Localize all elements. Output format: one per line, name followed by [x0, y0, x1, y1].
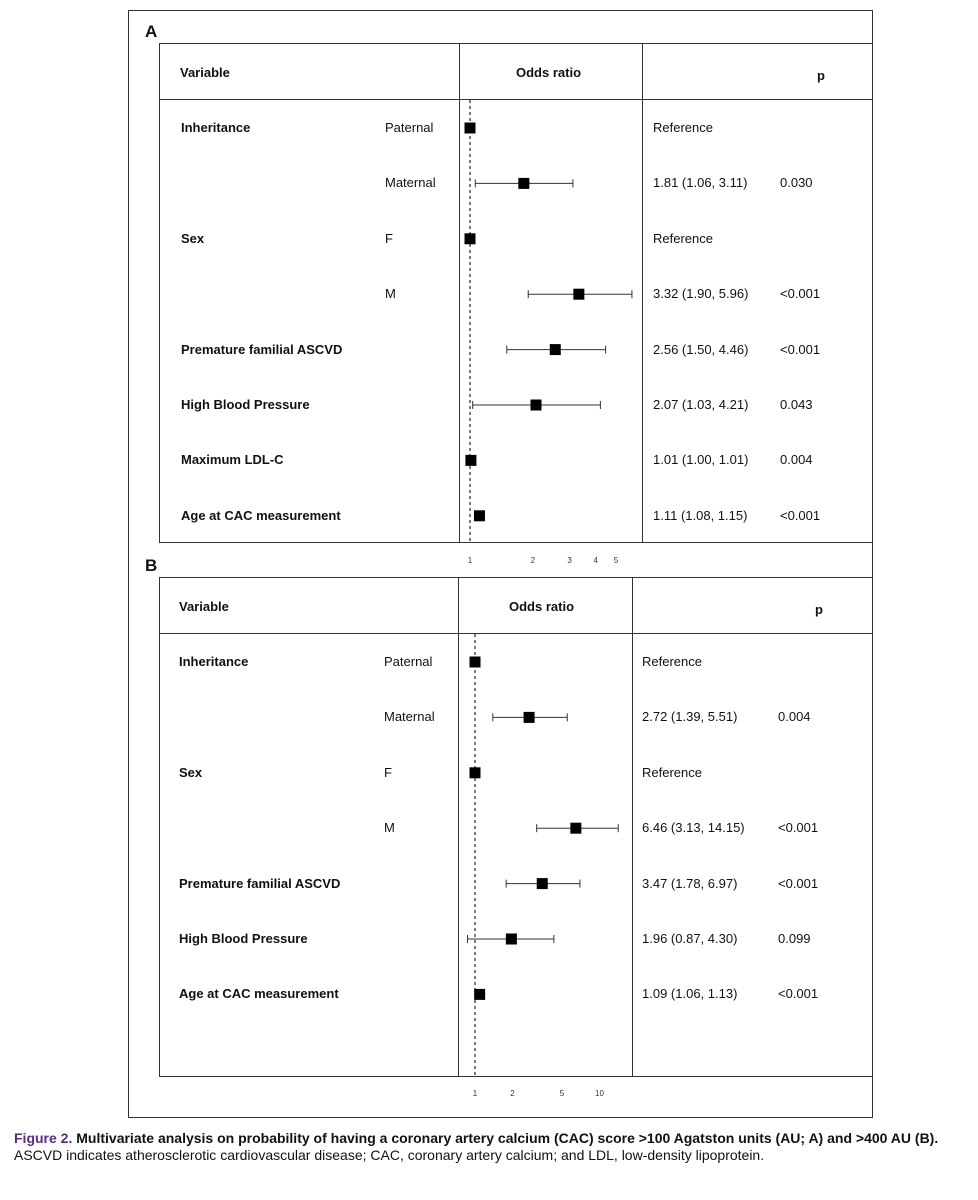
point-estimate-marker: [573, 289, 584, 300]
row-level-label: Paternal: [385, 120, 434, 135]
row-level-label: Paternal: [384, 654, 433, 669]
x-tick-label: 5: [559, 1089, 565, 1098]
odds-ratio-text: Reference: [653, 120, 713, 135]
odds-ratio-text: 3.32 (1.90, 5.96): [653, 286, 749, 302]
variable-header: Variable: [180, 65, 230, 80]
forest-panel-b: [159, 577, 873, 1098]
point-estimate-marker: [518, 178, 529, 189]
p-value-text: 0.004: [780, 452, 813, 468]
p-value-text: <0.001: [780, 286, 821, 302]
odds-ratio-text: 6.46 (3.13, 14.15): [642, 820, 745, 836]
figure-label: Figure 2.: [14, 1130, 73, 1146]
p-value-text: 0.099: [778, 931, 811, 946]
odds-ratio-text: 1.96 (0.87, 4.30): [642, 931, 738, 946]
odds-ratio-header: Odds ratio: [516, 65, 582, 80]
odds-ratio-text: Reference: [642, 654, 702, 669]
p-header: p: [817, 68, 825, 83]
figure-title: Multivariate analysis on probability of having a coronary artery calcium (CAC) score >100 Agatston units (AU; A) and >400 AU (B).: [76, 1130, 939, 1146]
odds-ratio-text: 1.01 (1.00, 1.01): [653, 452, 749, 468]
x-tick-label: 2: [530, 556, 536, 565]
p-value-text: <0.001: [778, 820, 819, 836]
panel-a-letter: A: [145, 22, 158, 41]
p-header: p: [815, 602, 823, 617]
odds-ratio-text: 1.09 (1.06, 1.13): [642, 986, 738, 1002]
p-value-text: <0.001: [778, 986, 819, 1002]
row-level-label: M: [385, 286, 396, 302]
x-tick-label: 3: [567, 556, 572, 565]
row-variable-label: Sex: [181, 230, 205, 246]
p-value-text: 0.043: [780, 397, 813, 412]
variable-header: Variable: [179, 599, 229, 614]
figure-caption: [14, 1130, 974, 1164]
row-variable-label: Age at CAC measurement: [179, 986, 339, 1002]
odds-ratio-text: Reference: [642, 764, 702, 780]
row-level-label: Maternal: [385, 175, 436, 191]
point-estimate-marker: [474, 989, 485, 1000]
row-variable-label: Inheritance: [179, 654, 249, 669]
row-variable-label: Sex: [179, 764, 203, 780]
row-variable-label: Maximum LDL-C: [181, 452, 284, 468]
odds-ratio-text: 2.56 (1.50, 4.46): [653, 341, 749, 357]
odds-ratio-text: 1.11 (1.08, 1.15): [653, 507, 748, 523]
forest-plot-a: [160, 44, 874, 574]
row-level-label: F: [384, 764, 392, 780]
odds-ratio-text: 2.72 (1.39, 5.51): [642, 709, 738, 725]
p-value-text: <0.001: [778, 875, 819, 891]
row-level-label: F: [385, 230, 393, 246]
point-estimate-marker: [530, 400, 541, 411]
row-variable-label: Premature familial ASCVD: [179, 875, 341, 891]
odds-ratio-text: Reference: [653, 230, 713, 246]
panel-b-letter: B: [145, 556, 158, 575]
x-tick-label: 1: [472, 1089, 478, 1098]
row-variable-label: Premature familial ASCVD: [181, 341, 343, 357]
p-value-text: 0.030: [780, 175, 813, 191]
row-variable-label: Age at CAC measurement: [181, 507, 341, 523]
point-estimate-marker: [474, 510, 485, 521]
p-value-text: <0.001: [780, 507, 821, 523]
odds-ratio-text: 1.81 (1.06, 3.11): [653, 175, 748, 191]
forest-plot-b: [160, 578, 874, 1108]
x-tick-label: 1: [467, 556, 473, 565]
x-tick-label: 5: [613, 556, 619, 565]
p-value-text: <0.001: [780, 341, 821, 357]
point-estimate-marker: [465, 455, 476, 466]
point-estimate-marker: [465, 233, 476, 244]
row-variable-label: Inheritance: [181, 120, 251, 135]
point-estimate-marker: [570, 823, 581, 834]
odds-ratio-text: 2.07 (1.03, 4.21): [653, 397, 749, 412]
point-estimate-marker: [524, 712, 535, 723]
point-estimate-marker: [470, 657, 481, 668]
point-estimate-marker: [537, 878, 548, 889]
point-estimate-marker: [470, 767, 481, 778]
odds-ratio-text: 3.47 (1.78, 6.97): [642, 875, 738, 891]
forest-panel-a: [159, 43, 873, 565]
row-level-label: Maternal: [384, 709, 435, 725]
point-estimate-marker: [465, 123, 476, 134]
point-estimate-marker: [506, 934, 517, 945]
row-variable-label: High Blood Pressure: [181, 397, 310, 412]
figure-note: ASCVD indicates atherosclerotic cardiovascular disease; CAC, coronary artery calcium; and LDL, low-density lipoprotein.: [14, 1147, 765, 1163]
point-estimate-marker: [550, 344, 561, 355]
odds-ratio-header: Odds ratio: [509, 599, 575, 614]
x-tick-label: 2: [510, 1089, 515, 1098]
x-tick-label: 4: [593, 556, 598, 565]
x-tick-label: 10: [595, 1089, 604, 1098]
row-level-label: M: [384, 820, 395, 836]
p-value-text: 0.004: [778, 709, 811, 725]
row-variable-label: High Blood Pressure: [179, 931, 308, 946]
